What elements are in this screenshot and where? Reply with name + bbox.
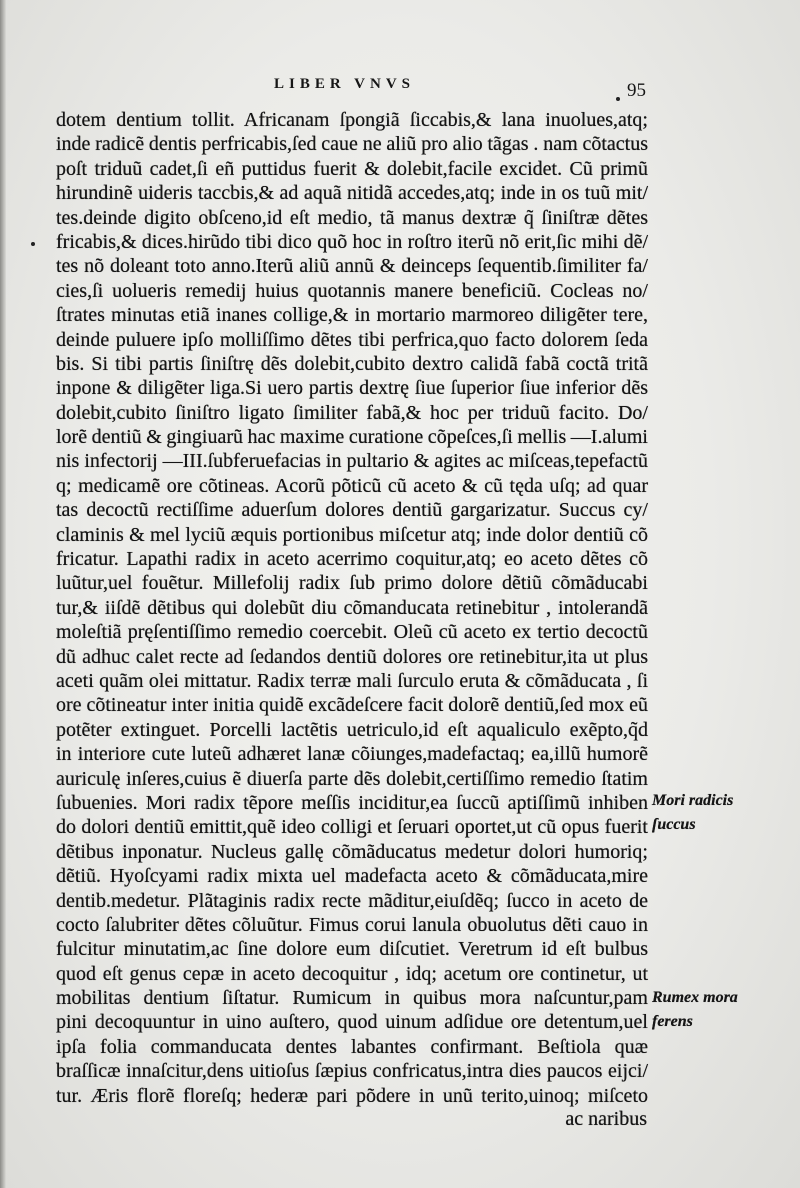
text-line: tas decoctũ rectiſſime aduerſum dolores dentiũ gargarizatur. Succus cy/ [56,499,648,522]
text-line: dẽtibus inponatur. Nucleus gallę cõmãducatus medetur dolori humoriq; [56,840,648,863]
text-line: dentib.medetur. Plãtaginis radix recte mãditur,eiuſdẽq; ſucco in aceto de [56,889,648,912]
text-line: q; medicamẽ ore cõtineas. Acorũ põticũ cũ aceto & cũ tęda uſq; ad quar [56,474,648,497]
text-line: lorẽ dentiũ & gingiuarũ hac maxime curatione cõpeſces,ſi mellis —I.alumi [56,426,648,449]
text-line: cies,ſi uolueris remedij huius quotannis manere beneficiũ. Cocleas no/ [56,279,648,302]
text-line: claminis & mel lyciũ æquis portionibus miſcetur atq; inde dolor dentiũ cõ [56,523,648,546]
ornament-dot [616,97,620,101]
text-line: ſubuenies. Mori radix tẽpore meſſis inciditur,ea ſuccũ aptiſſimũ inhiben [56,791,648,814]
text-line: quod eſt genus cepæ in aceto decoquitur , idq; acetum ore continetur, ut [56,962,648,985]
text-line: moleſtiã pręſentiſſimo remedio coercebit. Oleũ cũ aceto ex tertio decoctũ [56,621,648,644]
text-line: dolebit,cubito ſiniſtro ligato ſimiliter fabã,& hoc per triduũ facito. Do/ [56,401,648,424]
text-line: ipſa folia commanducata dentes labantes confirmant. Beſtiola quæ [56,1035,648,1058]
text-line: inpone & diligẽter liga.Si uero partis dextrę ſiue ſuperior ſiue inferior dẽs [56,377,648,400]
text-line: hirundinẽ uideris taccbis,& ad aquã nitidã accedes,atq; inde in os tuũ mit/ [56,182,648,205]
text-line: mobilitas dentium ſiſtatur. Rumicum in quibus mora naſcuntur,pam [56,987,648,1010]
text-line: dotem dentium tollit. Africanam ſpongiã ſiccabis,& lana inuolues,atq; [56,109,648,131]
text-line: poſt triduũ cadet,ſi eñ puttidus fuerit & dolebit,facile excidet. Cũ primũ [56,157,648,180]
text-line: fricabis,& dices.hirũdo tibi dico quõ hoc in roſtro iterũ nõ erit,ſic mihi dẽ/ [56,230,648,253]
text-line: aceti quãm olei mittatur. Radix terræ mali ſurculo eruta & cõmãducata , ſi [56,669,648,692]
text-line: luũtur,uel fouẽtur. Millefolij radix ſub primo dolore dẽtiũ cõmãducabi [56,572,648,595]
text-line: ore cõtineatur inter initia quidẽ excãdeſcere facit dolorẽ dentiũ,ſed mox eũ [56,694,648,717]
text-line: nis infectorij —III.ſubferuefacias in pultario & agites ac miſceas,tepefactũ [56,450,648,473]
text-line: in interiore cute luteũ adhæret lanæ cõiunges,madefactaq; ea,illũ humorẽ [56,743,648,766]
text-line: tes nõ doleant toto anno.Iterũ aliũ annũ & deinceps ſequentib.ſimiliter fa/ [56,255,648,278]
text-line: tur,& iiſdẽ dẽtibus qui dolebũt diu cõmanducata retinebitur , intolerandã [56,596,648,619]
text-line: dẽtiũ. Hyoſcyami radix mixta uel madefacta aceto & cõmãducata,mire [56,865,648,888]
body-text [56,108,648,1108]
text-line: ſtrates minutas etiã inanes collige,& in mortario marmoreo diligẽter tere, [56,304,648,327]
text-line: dũ adhuc calet recte ad ſedandos dentiũ dolores ore retinebitur,ita ut plus [56,645,648,668]
text-line: fulcitur minutatim,ac ſine dolore eum diſcutiet. Veretrum id eſt bulbus [56,938,648,961]
page-number: 95 [627,80,646,101]
margin-note: ferens [652,1013,693,1030]
margin-note: Mori radicis [652,792,734,809]
catchword: ac naribus [565,1108,647,1130]
margin-note: Rumex mora [652,989,738,1006]
margin-note: ſuccus [652,816,696,833]
text-line: fricatur. Lapathi radix in aceto acerrimo coquitur,atq; eo aceto dẽtes cõ [56,548,648,571]
text-line: braſſicæ innaſcitur,dens uitioſus ſæpius confricatus,intra dies paucos eijci/ [56,1060,648,1083]
text-line: do dolori dentiũ emittit,quẽ ideo colligi et ſeruari oportet,ut cũ opus fuerit [56,816,648,839]
margin-mark-dot [31,242,35,246]
text-line: cocto ſalubriter dẽtes cõluũtur. Fimus corui lanula obuolutus dẽti cauo in [56,913,648,936]
text-line: deinde puluere ipſo molliſſimo dẽtes tibi perfrica,quo facto dolorem ſeda [56,328,648,351]
text-line: tes.deinde digito obſceno,id eſt medio, tã manus dextræ q̃ ſiniſtræ dẽtes [56,206,648,229]
text-line: tur. Æris florẽ floreſq; hederæ pari põdere in unũ terito,uinoq; miſceto [56,1084,648,1107]
text-line: potẽter extinguet. Porcelli lactẽtis uetriculo,id eſt aqualiculo exẽpto,q̃d [56,718,648,741]
text-line: bis. Si tibi partis ſiniſtrę dẽs dolebit,cubito dextro calidã fabã coctã tritã [56,352,648,375]
text-line: pini decoquuntur in uino auſtero, quod uinum adſidue ore detentum,uel [56,1011,648,1034]
text-line: auriculę inſeres,cuius ẽ diuerſa parte dẽs dolebit,certiſſimo remedio ſtatim [56,767,648,790]
running-title: LIBER VNVS [274,76,416,92]
text-line: inde radicẽ dentis perfricabis,ſed caue ne aliũ pro alio tãgas . nam cõtactus [56,133,648,156]
